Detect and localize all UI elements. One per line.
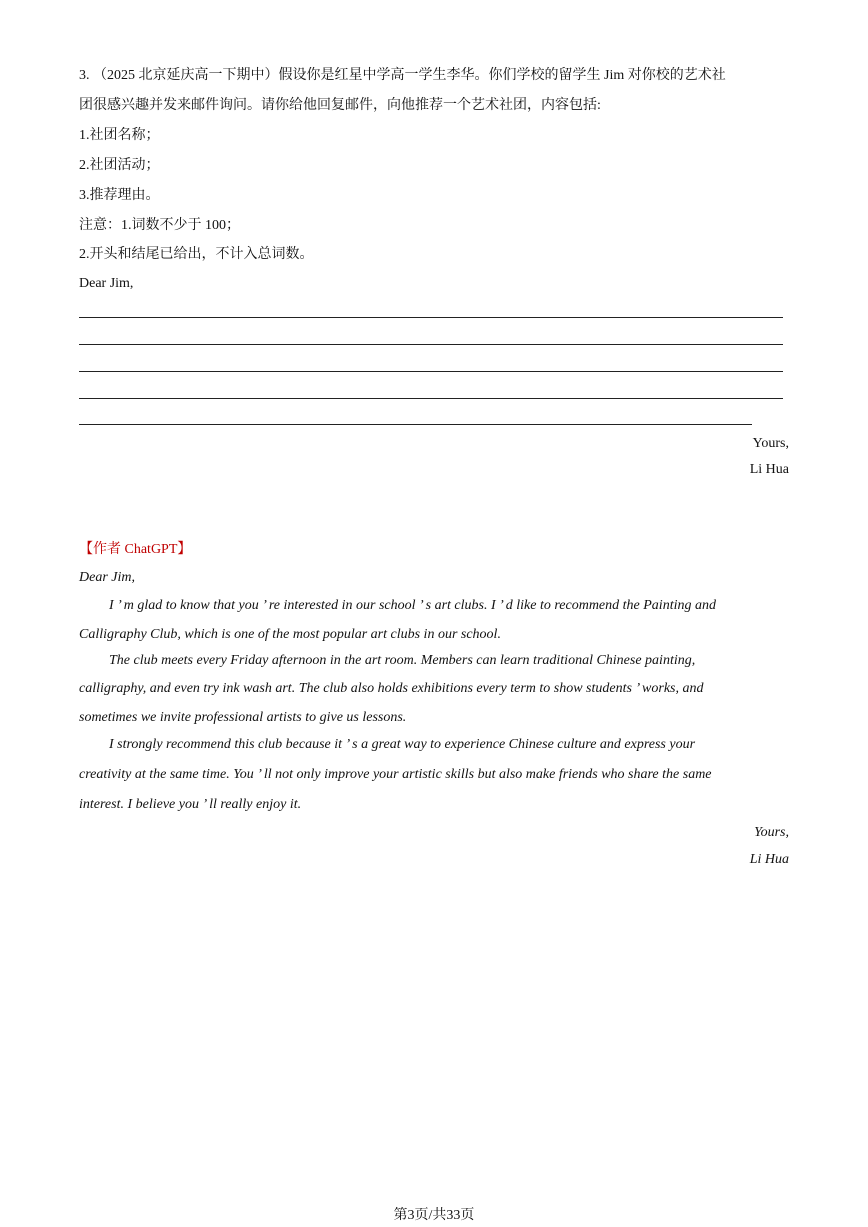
writing-line <box>79 371 783 372</box>
question-item-1: 1.社团名称； <box>79 128 160 143</box>
answer-line: calligraphy, and even try ink wash art. The club also holds exhibitions every term to show students ’ works, and <box>79 681 704 696</box>
question-line-2: 团很感兴趣并发来邮件询问。请你给他回复邮件，向他推荐一个艺术社团，内容包括: <box>79 98 601 113</box>
answer-line: Calligraphy Club, which is one of the most popular art clubs in our school. <box>79 627 501 642</box>
question-note-2: 2.开头和结尾已给出，不计入总词数。 <box>79 247 314 262</box>
answer-signature: Li Hua <box>749 852 789 867</box>
writing-line <box>79 398 783 399</box>
question-greeting: Dear Jim, <box>79 276 134 291</box>
question-signature: Li Hua <box>749 462 789 477</box>
author-tag: 【作者 ChatGPT】 <box>79 542 192 557</box>
question-note-1: 注意：1.词数不少于 100； <box>79 218 240 233</box>
writing-line <box>79 424 752 425</box>
writing-line <box>79 317 783 318</box>
answer-line: I ’ m glad to know that you ’ re interested in our school ’ s art clubs. I ’ d like to recommend the Painting and <box>109 598 716 613</box>
answer-line: I strongly recommend this club because it ’ s a great way to experience Chinese culture and express your <box>109 737 696 752</box>
question-line-1: 3. （2025 北京延庆高一下期中）假设你是红星中学高一学生李华。你们学校的留学生 Jim 对你校的艺术社 <box>79 68 726 83</box>
answer-line: creativity at the same time. You ’ ll not only improve your artistic skills but also make friends who share the same <box>79 767 712 782</box>
page-number: 第3页/共33页 <box>393 1208 475 1223</box>
answer-greeting: Dear Jim, <box>79 570 135 585</box>
question-item-2: 2.社团活动； <box>79 158 160 173</box>
question-closing: Yours, <box>752 436 789 451</box>
answer-line: sometimes we invite professional artists to give us lessons. <box>79 710 407 725</box>
answer-line: interest. I believe you ’ ll really enjoy it. <box>79 797 302 812</box>
question-item-3: 3.推荐理由。 <box>79 188 160 203</box>
writing-line <box>79 344 783 345</box>
answer-line: The club meets every Friday afternoon in the art room. Members can learn traditional Chinese painting, <box>109 653 696 668</box>
answer-closing: Yours, <box>754 825 789 840</box>
